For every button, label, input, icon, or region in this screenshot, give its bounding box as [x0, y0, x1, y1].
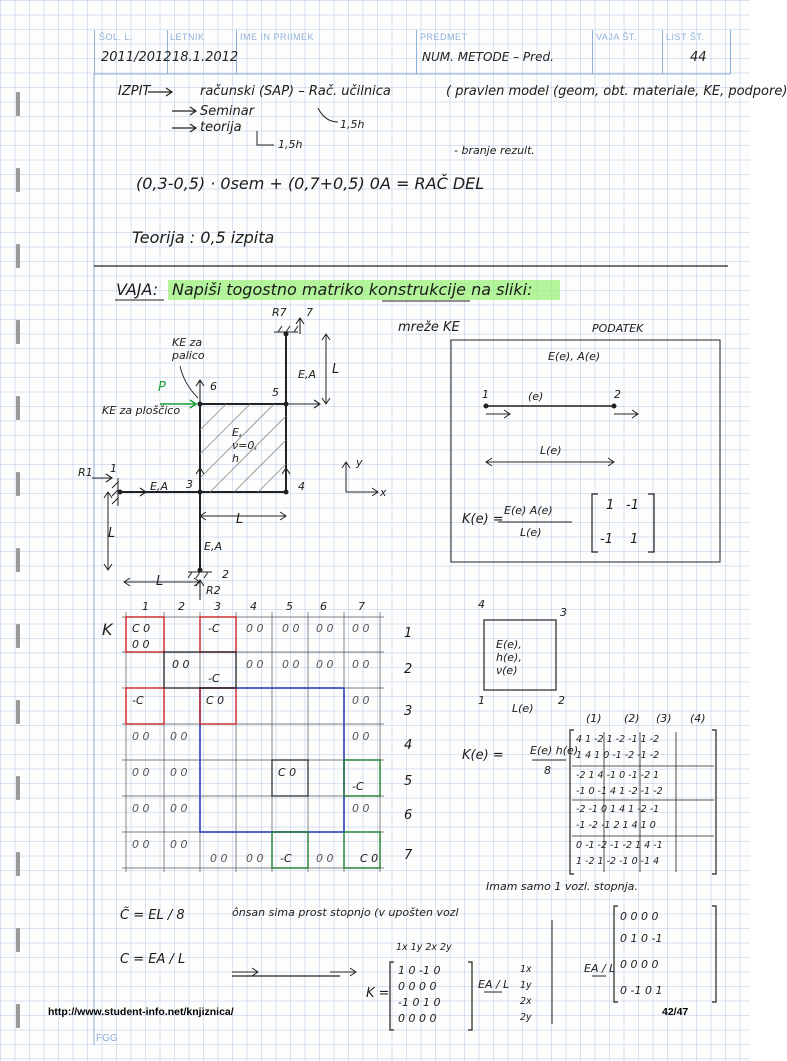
- school-year: 2011/2012: [101, 50, 172, 65]
- matrix-cell: 0 0: [170, 730, 188, 743]
- dimension-label: L: [332, 362, 340, 377]
- reaction-arrow-icon: [92, 474, 112, 482]
- block-heading: (3): [656, 712, 672, 725]
- bar-node-label: 1: [482, 388, 489, 401]
- plate-matrix-row: 1 4 1 0 -1 -2 -1 -2: [576, 750, 660, 761]
- vaja-label: VAJA:: [116, 280, 159, 299]
- local-matrix-row: 0 1 0 -1: [620, 932, 663, 945]
- matrix-cell: 0 0: [282, 658, 300, 671]
- bar-node: [484, 404, 489, 409]
- matrix-cell: 0 0: [210, 852, 228, 865]
- matrix-cell: -C: [280, 852, 292, 865]
- bar-property: E,A: [150, 480, 168, 493]
- element-label: (e): [528, 390, 544, 403]
- local-matrix-row: 0 -1 0 1: [620, 984, 663, 997]
- subject-value: NUM. METODE – Pred.: [422, 50, 554, 64]
- column-heading: 7: [358, 600, 365, 613]
- racunski-text: računski (SAP) – Rač. učilnica: [200, 84, 391, 99]
- note-text: ônsan sima prost stopnjo (v upošten vozl: [232, 906, 459, 919]
- matrix-bracket: [712, 730, 716, 874]
- bar-node: [612, 404, 617, 409]
- header-label: PREDMET: [420, 32, 468, 42]
- matrix-cell: -C: [208, 672, 220, 685]
- matrix-entry: 1: [630, 532, 639, 547]
- matrix-cell: C 0: [278, 766, 297, 779]
- dimension-label: L: [236, 512, 244, 527]
- matrix-cell: 0 0: [170, 838, 188, 851]
- seminar-text: Seminar: [200, 104, 255, 119]
- matrix-cell: C 0: [360, 852, 379, 865]
- matrix-cell: 0 0: [352, 730, 370, 743]
- plate-matrix-row: 0 -1 -2 -1 -2 1 4 -1: [576, 840, 663, 851]
- row-heading: 2: [404, 662, 413, 677]
- matrix-cell: 0 0: [352, 802, 370, 815]
- matrix-cell: 0 0: [352, 694, 370, 707]
- dof-arrow-icon: [614, 410, 638, 418]
- matrix-bracket: [390, 962, 394, 1030]
- reaction-label: R1: [78, 466, 93, 479]
- plate-matrix-row: -1 0 -1 4 1 -2 -1 -2: [576, 786, 663, 797]
- node-label: 7: [306, 306, 313, 319]
- dof-arrow-icon: [486, 410, 510, 418]
- matrix-cell: 0 0: [132, 766, 150, 779]
- reaction-label: R7: [272, 306, 287, 319]
- plate-matrix-row: 4 1 -2 1 -2 -1 1 -2: [576, 734, 660, 745]
- stiffness-numerator: E(e) A(e): [504, 504, 553, 517]
- row-heading: 3: [404, 704, 413, 719]
- stiffness-denominator: L(e): [520, 526, 542, 539]
- matrix-cell: 0 0: [246, 658, 264, 671]
- row-heading: 1: [404, 626, 413, 641]
- matrix-cell: 0 0: [132, 838, 150, 851]
- dof-arrow-icon: [196, 380, 204, 404]
- formula-text: (0,3-0,5) · 0sem + (0,7+0,5) 0A = RAČ DEL: [136, 174, 485, 193]
- ke-mesh-box: [451, 340, 720, 562]
- local-matrix-row: 0 0 0 0: [398, 980, 437, 993]
- c-tilde-definition: C̃ = EL / 8: [120, 908, 185, 923]
- matrix-cell: 0 0: [352, 658, 370, 671]
- dof-arrow-icon: [120, 488, 146, 496]
- plate-stiffness-label: K(e) =: [462, 748, 504, 763]
- matrix-cell: 0 0: [246, 622, 264, 635]
- mreze-label: mreže KE: [398, 320, 460, 335]
- local-matrix-row: 1 0 -1 0: [398, 964, 441, 977]
- column-heading: 5: [286, 600, 293, 613]
- node-label: 5: [272, 386, 279, 399]
- bracket-curve: [318, 108, 338, 122]
- matrix-cell: -C: [208, 622, 220, 635]
- matrix-cell: 0 0: [132, 730, 150, 743]
- dof-arrow-icon: [330, 968, 356, 976]
- teorija-text: teorija: [200, 120, 242, 135]
- support-top: [274, 326, 298, 332]
- matrix-cell: 0 0: [316, 658, 334, 671]
- ea-over-l: EA / L: [478, 978, 510, 991]
- plate-matrix-row: 1 -2 1 -2 -1 0 -1 4: [576, 856, 660, 867]
- arrow-icon: [172, 124, 196, 132]
- load-label: P: [158, 380, 166, 395]
- node-7: [284, 332, 289, 337]
- plate-matrix-row: -2 1 4 -1 0 -1 -2 1: [576, 770, 660, 781]
- ea-over-l: EA / L: [584, 962, 616, 975]
- block-heading: (4): [690, 712, 706, 725]
- dimension-line: [322, 334, 330, 404]
- plate-matrix-row: -1 -2 -1 2 1 4 1 0: [576, 820, 656, 831]
- support-bottom: [188, 572, 212, 578]
- row-heading: 4: [404, 738, 413, 753]
- matrix-cell: -C: [132, 694, 144, 707]
- support-left: [112, 478, 118, 506]
- column-heading: 3: [214, 600, 221, 613]
- sheet-number: 44: [690, 50, 707, 65]
- plate-node-label: 1: [478, 694, 485, 707]
- dof-arrow-icon: [232, 968, 258, 976]
- matrix-bracket: [592, 494, 598, 552]
- bar-node-label: 2: [614, 388, 621, 401]
- stiffness-label: K(e) =: [462, 512, 504, 527]
- matrix-cell: C 0: [206, 694, 225, 707]
- local-matrix-row: 0 0 0 0: [398, 1012, 437, 1025]
- matrix-cell: 0 0: [170, 802, 188, 815]
- matrix-cell: C 0: [132, 622, 151, 635]
- branje-text: - branje rezult.: [454, 144, 535, 157]
- bar-property-label: E(e), A(e): [548, 350, 601, 363]
- plate-properties: E, ν=0, h: [232, 426, 258, 465]
- dof-arrow-icon: [286, 400, 320, 408]
- matrix-bracket: [614, 906, 618, 1002]
- dof-arrow-icon: [282, 468, 290, 492]
- header-label: ŠOL. L.: [99, 32, 134, 42]
- izpit-label: IZPIT: [118, 84, 151, 99]
- dof-index: 2x: [520, 996, 532, 1007]
- header-label: IME IN PRIIMEK: [240, 32, 315, 42]
- matrix-bracket: [468, 962, 472, 1030]
- matrix-cell: 0 0: [282, 622, 300, 635]
- local-matrix-symbol: K =: [366, 986, 390, 1001]
- reaction-arrow-icon: [196, 580, 204, 600]
- matrix-cell: 0 0: [132, 802, 150, 815]
- row-heading: 6: [404, 808, 413, 823]
- arrow-icon: [172, 107, 196, 115]
- row-heading: 7: [404, 848, 413, 863]
- node-label: 6: [210, 380, 217, 393]
- arrow-icon: [148, 88, 172, 96]
- plate-length: L(e): [512, 702, 534, 715]
- matrix-cell: 0 0: [316, 622, 334, 635]
- header-label: LIST ŠT.: [666, 32, 705, 42]
- dimension-line: [486, 458, 614, 466]
- note-text: Imam samo 1 vozl. stopnja.: [486, 880, 638, 893]
- dimension-label: L: [108, 526, 116, 541]
- dof-arrow-icon: [196, 468, 204, 492]
- task-text: Napiši togostno matriko konstrukcije na sliki:: [172, 280, 533, 299]
- plate-property-label: E(e), h(e), ν(e): [496, 638, 522, 677]
- header-label: LETNIK: [170, 32, 205, 42]
- node-label: 1: [110, 462, 117, 475]
- ke-ploscico-label: KE za ploščico: [102, 404, 181, 417]
- node-label: 4: [298, 480, 305, 493]
- local-matrix-row: -1 0 1 0: [398, 996, 441, 1009]
- leader-line: [180, 366, 198, 398]
- matrix-cell: -C: [352, 780, 364, 793]
- node-label: 2: [222, 568, 229, 581]
- header-label: VAJA ŠT.: [596, 32, 637, 42]
- plate-node-label: 3: [560, 606, 567, 619]
- page-indicator: 42/47: [662, 1006, 689, 1018]
- local-matrix-row: 0 0 0 0: [620, 958, 659, 971]
- matrix-cell: 0 0: [132, 638, 150, 651]
- podatek-label: PODATEK: [592, 322, 644, 335]
- matrix-cell: 0 0: [170, 766, 188, 779]
- plate-node-label: 2: [558, 694, 565, 707]
- matrix-bracket: [712, 906, 716, 1002]
- date-value: 18.1.2012: [172, 50, 239, 65]
- column-heading: 6: [320, 600, 327, 613]
- axis-label: x: [380, 486, 387, 499]
- axis-label: y: [356, 456, 363, 469]
- matrix-cell: 0 0: [316, 852, 334, 865]
- block-heading: (1): [586, 712, 602, 725]
- c-definition: C = EA / L: [120, 952, 186, 967]
- block-heading: (2): [624, 712, 640, 725]
- paper-brand: FGG: [96, 1033, 118, 1044]
- matrix-entry: -1: [600, 532, 613, 547]
- matrix-entry: 1: [606, 498, 615, 513]
- column-heading: 2: [178, 600, 185, 613]
- plate-node-label: 4: [478, 598, 485, 611]
- duration-text: 1,5h: [340, 118, 365, 131]
- dof-index: 1x: [520, 964, 532, 975]
- local-matrix-row: 0 0 0 0: [620, 910, 659, 923]
- matrix-cell: 0 0: [352, 622, 370, 635]
- plate-matrix-row: -2 -1 0 1 4 1 -2 -1: [576, 804, 660, 815]
- dimension-label: L: [156, 574, 164, 589]
- plate-stiffness-denominator: 8: [544, 764, 551, 777]
- reaction-label: R2: [206, 584, 221, 597]
- dof-headings: 1x 1y 2x 2y: [396, 942, 452, 953]
- column-heading: 1: [142, 600, 149, 613]
- plate-stiffness-numerator: E(e) h(e): [530, 744, 579, 757]
- model-text: ( pravlen model (geom, obt. materiale, KE, podpore): [446, 84, 787, 99]
- source-url[interactable]: http://www.student-info.net/knjiznica/: [48, 1006, 234, 1018]
- matrix-cell: 0 0: [172, 658, 190, 671]
- bracket-curve: [257, 131, 274, 145]
- column-heading: 4: [250, 600, 257, 613]
- element-length: L(e): [540, 444, 562, 457]
- global-matrix-symbol: K: [102, 620, 113, 639]
- dof-index: 1y: [520, 980, 532, 991]
- duration-text: 1,5h: [278, 138, 303, 151]
- teorija-share-text: Teorija : 0,5 izpita: [132, 228, 275, 247]
- row-heading: 5: [404, 774, 413, 789]
- ke-palico-label: KE za palico: [172, 336, 205, 362]
- matrix-cell: 0 0: [246, 852, 264, 865]
- matrix-entry: -1: [626, 498, 639, 513]
- node-label: 3: [186, 478, 193, 491]
- bar-property: E,A: [204, 540, 222, 553]
- node-2: [198, 568, 203, 573]
- bar-property: E,A: [298, 368, 316, 381]
- matrix-bracket: [648, 494, 654, 552]
- dof-index: 2y: [520, 1012, 532, 1023]
